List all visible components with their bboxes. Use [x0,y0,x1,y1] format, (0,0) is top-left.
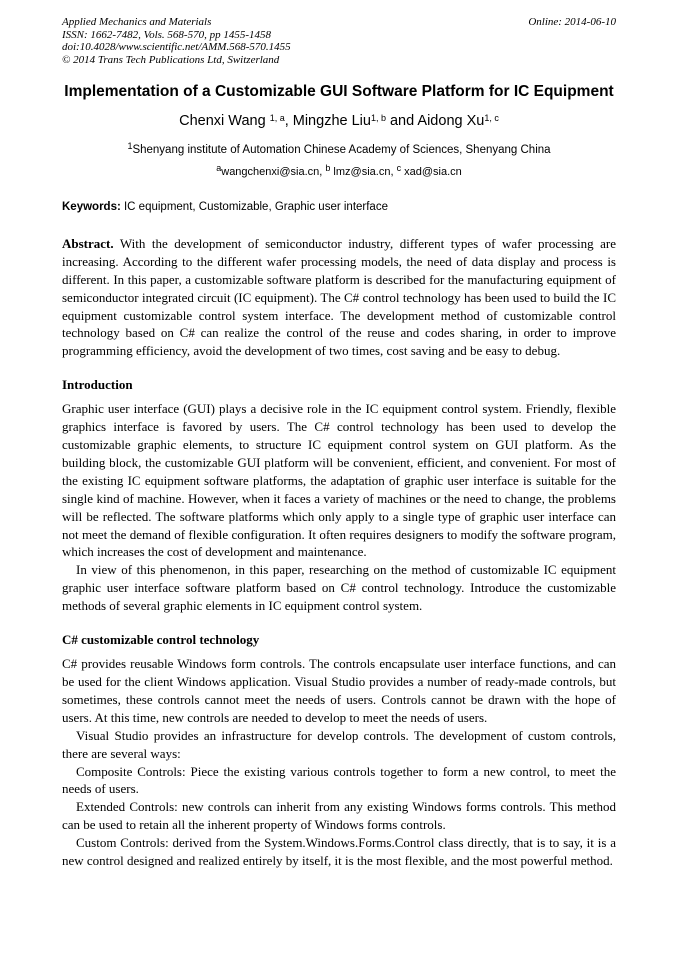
email-address: lmz@sia.cn, [330,165,397,178]
author-superscript: 1, c [484,112,499,123]
email-superscript: c [396,162,402,173]
journal-info [62,16,291,66]
email-superscript: b [325,162,331,173]
abstract-label: Abstract. [62,235,114,251]
abstract-text: With the development of semiconductor industry, different types of wafer processing are increasing. According to the different wafer processing models, the need of data display and process is different. In this paper, a customizable software platform is described for the manufacturing equipment of semiconductor integrated circuit (IC equipment). The C# control technology has been used to build the IC equipment customizable control system interface. The development method of customizable control technology based on C# can realize the control of the reuse and codes sharing, in order to improve programming efficiency, avoid the development of two times, cost saving and be easy to debug. [62,235,616,359]
paragraph: Visual Studio provides an infrastructure for develop controls. The development of custom controls, there are several ways: [62,727,616,761]
journal-header [62,16,616,66]
author-superscript: 1, a [269,112,285,123]
email-superscript: a [216,162,222,173]
paragraph: Extended Controls: new controls can inherit from any existing Windows forms controls. This method can be used to retain all the inherent property of Windows forms controls. [62,799,616,833]
copyright-line: © 2014 Trans Tech Publications Ltd, Switzerland [62,53,280,66]
email-address: xad@sia.cn [401,165,462,178]
issn-line: ISSN: 1662-7482, Vols. 568-570, pp 1455-1458 [62,28,271,41]
abstract-paragraph [62,235,616,360]
paragraph: Custom Controls: derived from the System.Windows.Forms.Control class directly, that is to say, it is a new control designed and realized entirely by itself, it is the most flexible, and the most powerful method. [62,835,616,869]
email-address: wangchenxi@sia.cn, [221,165,326,178]
emails-line [62,162,616,179]
keywords-text: IC equipment, Customizable, Graphic user interface [120,200,388,213]
paragraph: Composite Controls: Piece the existing various controls together to form a new control, to meet the needs of users. [62,763,616,797]
paragraph: Graphic user interface (GUI) plays a decisive role in the IC equipment control system. Friendly, flexible graphics interface is favored by users. The C# control technology has been used to develop the customizable graphic elements, to structure IC equipment control system on GUI platform. As the building block, the customizable GUI platform will be convenient, efficient, and convenient. For most of the existing IC equipment software platforms, the adaptation of graphic user interface is suitable for the single kind of machine. However, when it faces a variety of machines or the need to change, the problems will be reflected. The software platforms which only apply to a single type of graphic user interface can not meet the demand of flexible configuration. It often requires designers to modify the software program, which increases the cost of development and maintenance. [62,401,616,560]
section-csharp-control-technology [62,632,616,870]
author-name: and Aidong Xu [385,112,485,129]
affiliation-superscript: 1 [127,140,133,151]
paragraph: In view of this phenomenon, in this paper, researching on the method of customizable IC equipment graphic user interface software platform based on C# control technology. Introduce the customizable methods of several graphic elements in IC equipment control system. [62,562,616,614]
author-name: Chenxi Wang [179,112,270,129]
section-heading-introduction: Introduction [62,377,133,393]
affiliation-text: Shenyang institute of Automation Chinese Academy of Sciences, Shenyang China [132,143,551,156]
section-heading-csharp: C# customizable control technology [62,632,260,648]
keywords-line [62,200,616,214]
author-superscript: 1, b [370,112,386,123]
authors-line [62,112,616,130]
affiliation-line [62,140,616,157]
journal-title: Applied Mechanics and Materials [62,16,212,28]
author-name: , Mingzhe Liu [284,112,371,129]
section-introduction [62,377,616,615]
paragraph: C# provides reusable Windows form controls. The controls encapsulate user interface functions, and can be used for the client Windows application. Visual Studio provides a number of ready-made controls, but sometimes, these controls cannot meet the needs of users. Controls cannot be drawn with the hope of users. At this time, new controls are needed to develop to meet the needs of users. [62,656,616,725]
online-date: Online: 2014-06-10 [528,16,616,28]
keywords-label: Keywords: [62,200,121,213]
doi-line: doi:10.4028/www.scientific.net/AMM.568-570.1455 [62,41,291,54]
paper-title: Implementation of a Customizable GUI Software Platform for IC Equipment [64,83,614,101]
